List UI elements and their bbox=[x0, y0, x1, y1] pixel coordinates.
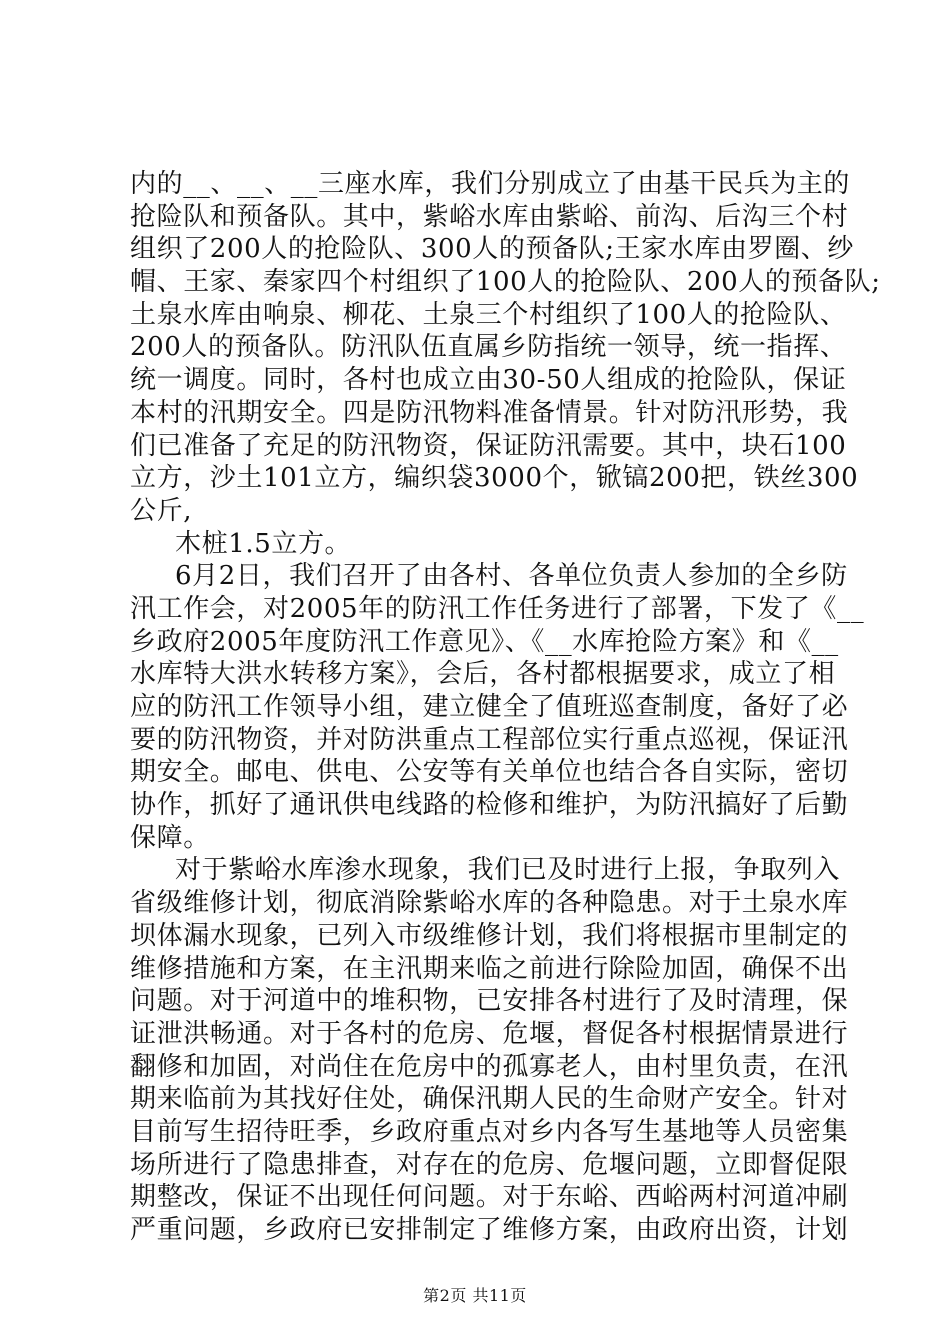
text-line: 对于紫峪水库渗水现象，我们已及时进行上报，争取列入 bbox=[175, 855, 841, 886]
text-line: 期来临前为其找好住处，确保汛期人民的生命财产安全。针对 bbox=[130, 1084, 849, 1115]
text-line: 内的__、__、__三座水库，我们分别成立了由基干民兵为主的 bbox=[130, 169, 851, 199]
text-line: 抢险队和预备队。其中，紫峪水库由紫峪、前沟、后沟三个村 bbox=[130, 201, 849, 232]
text-line: 组织了200人的抢险队、300人的预备队;王家水库由罗圈、纱 bbox=[130, 234, 855, 265]
text-line: 目前写生招待旺季，乡政府重点对乡内各写生基地等人员密集 bbox=[130, 1116, 849, 1147]
text-line: 公斤, bbox=[130, 495, 193, 526]
page-number-footer: 第2页 共11页 bbox=[423, 1286, 527, 1305]
text-line: 要的防汛物资，并对防洪重点工程部位实行重点巡视，保证汛 bbox=[130, 724, 849, 755]
text-line: 土泉水库由响泉、柳花、土泉三个村组织了100人的抢险队、 bbox=[130, 299, 847, 330]
text-line: 统一调度。同时，各村也成立由30-50人组成的抢险队，保证 bbox=[130, 365, 847, 396]
text-line: 乡政府2005年度防汛工作意见》、《__水库抢险方案》和《__ bbox=[130, 626, 839, 657]
text-line: 翻修和加固，对尚住在危房中的孤寡老人，由村里负责，在汛 bbox=[130, 1051, 849, 1082]
text-line: 省级维修计划，彻底消除紫峪水库的各种隐患。对于土泉水库 bbox=[130, 888, 849, 919]
text-line: 期整改，保证不出现任何问题。对于东峪、西峪两村河道冲刷 bbox=[130, 1182, 849, 1213]
text-line: 6月2日，我们召开了由各村、各单位负责人参加的全乡防 bbox=[175, 561, 848, 592]
text-line: 严重问题，乡政府已安排制定了维修方案，由政府出资，计划 bbox=[130, 1215, 849, 1245]
text-line: 保障。 bbox=[130, 822, 210, 853]
text-line: 汛工作会，对2005年的防汛工作任务进行了部署，下发了《__ bbox=[130, 593, 865, 624]
text-line: 水库特大洪水转移方案》，会后，各村都根据要求，成立了相 bbox=[130, 659, 836, 690]
text-line: 应的防汛工作领导小组，建立健全了值班巡查制度，备好了必 bbox=[130, 692, 849, 722]
text-line: 立方，沙土101立方，编织袋3000个，锨镐200把，铁丝300 bbox=[130, 463, 859, 494]
text-line: 木桩1.5立方。 bbox=[175, 528, 352, 559]
text-line: 协作，抓好了通讯供电线路的检修和维护，为防汛搞好了后勤 bbox=[130, 790, 849, 821]
text-line: 坝体漏水现象，已列入市级维修计划，我们将根据市里制定的 bbox=[130, 920, 849, 951]
text-line: 们已准备了充足的防汛物资，保证防汛需要。其中，块石100 bbox=[130, 430, 847, 461]
document-body bbox=[130, 168, 881, 1247]
text-line: 本村的汛期安全。四是防汛物料准备情景。针对防汛形势，我 bbox=[130, 397, 849, 428]
text-line: 维修措施和方案，在主汛期来临之前进行除险加固，确保不出 bbox=[130, 953, 849, 984]
text-line: 帽、王家、秦家四个村组织了100人的抢险队、200人的预备队; bbox=[130, 267, 881, 298]
text-line: 问题。对于河道中的堆积物，已安排各村进行了及时清理，保 bbox=[130, 986, 849, 1017]
text-line: 证泄洪畅通。对于各村的危房、危堰，督促各村根据情景进行 bbox=[130, 1018, 849, 1049]
text-line: 200人的预备队。防汛队伍直属乡防指统一领导，统一指挥、 bbox=[130, 332, 847, 363]
text-line: 场所进行了隐患排查，对存在的危房、危堰问题，立即督促限 bbox=[130, 1149, 849, 1180]
text-line: 期安全。邮电、供电、公安等有关单位也结合各自实际，密切 bbox=[130, 757, 849, 788]
